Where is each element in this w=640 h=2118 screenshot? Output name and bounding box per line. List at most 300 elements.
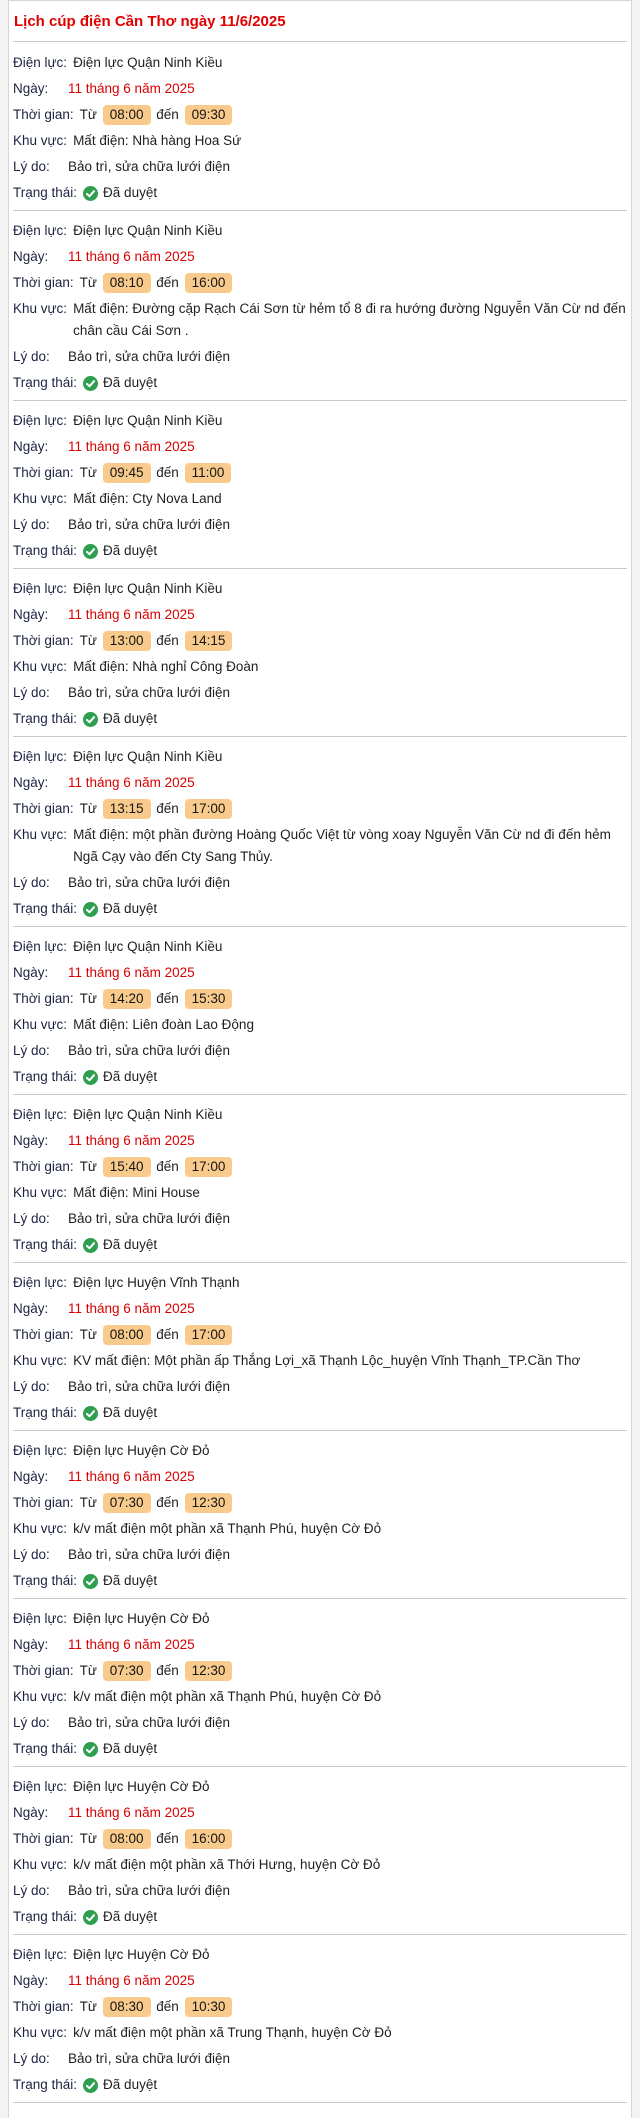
status-row (13, 372, 627, 394)
page-title: Lịch cúp điện Cần Thơ ngày 11/6/2025 (14, 13, 286, 30)
time-label: Thời gian: (13, 633, 74, 648)
time-row (13, 104, 627, 126)
reason-row (13, 1712, 627, 1734)
time-to-word: đến (156, 1327, 179, 1342)
reason-value: Bảo trì, sửa chữa lưới điện (68, 875, 231, 890)
date-value: 11 tháng 6 năm 2025 (68, 1973, 195, 1988)
time-row (13, 1492, 627, 1514)
time-label: Thời gian: (13, 1327, 74, 1342)
check-circle-icon (83, 1574, 98, 1589)
entry-divider (13, 1430, 627, 1431)
time-from-pill: 08:00 (103, 1829, 151, 1849)
reason-value: Bảo trì, sửa chữa lưới điện (68, 1043, 231, 1058)
status-label: Trạng thái: (13, 185, 78, 200)
company-label: Điện lực: (13, 413, 68, 428)
outage-entries-list (13, 52, 627, 2103)
date-row (13, 1802, 627, 1824)
date-value: 11 tháng 6 năm 2025 (68, 775, 195, 790)
time-label: Thời gian: (13, 1999, 74, 2014)
date-value: 11 tháng 6 năm 2025 (68, 439, 195, 454)
time-to-pill: 16:00 (185, 273, 233, 293)
company-value: Điện lực Huyện Cờ Đỏ (73, 1947, 210, 1962)
reason-row (13, 156, 627, 178)
company-row (13, 746, 627, 768)
area-value: KV mất điện: Một phần ấp Thắng Lợi_xã Thạnh Lộc_huyện Vĩnh Thạnh_TP.Cần Thơ (73, 1353, 581, 1368)
reason-label: Lý do: (13, 875, 50, 890)
time-from-pill: 09:45 (103, 463, 151, 483)
time-from-word: Từ (79, 1831, 97, 1846)
status-label: Trạng thái: (13, 375, 78, 390)
time-value (80, 630, 627, 652)
company-value: Điện lực Quận Ninh Kiều (73, 55, 223, 70)
time-from-word: Từ (79, 1327, 97, 1342)
date-row (13, 436, 627, 458)
reason-row (13, 1208, 627, 1230)
time-value (80, 1324, 627, 1346)
entry-divider (13, 210, 627, 211)
company-label: Điện lực: (13, 939, 68, 954)
company-label: Điện lực: (13, 1107, 68, 1122)
status-label: Trạng thái: (13, 1573, 78, 1588)
company-label: Điện lực: (13, 223, 68, 238)
area-label: Khu vực: (13, 491, 68, 506)
outage-entry (13, 1272, 627, 1431)
time-to-word: đến (156, 1663, 179, 1678)
time-from-pill: 08:00 (103, 1325, 151, 1345)
outage-entry (13, 220, 627, 401)
status-label: Trạng thái: (13, 2077, 78, 2092)
company-row (13, 52, 627, 74)
reason-row (13, 346, 627, 368)
reason-label: Lý do: (13, 349, 50, 364)
status-text: Đã duyệt (103, 711, 158, 726)
company-label: Điện lực: (13, 1947, 68, 1962)
reason-label: Lý do: (13, 2051, 50, 2066)
area-label: Khu vực: (13, 2025, 68, 2040)
status-label: Trạng thái: (13, 711, 78, 726)
date-row (13, 1970, 627, 1992)
check-circle-icon (83, 712, 98, 727)
reason-value: Bảo trì, sửa chữa lưới điện (68, 159, 231, 174)
company-label: Điện lực: (13, 1275, 68, 1290)
area-value: Mất điện: Mini House (73, 1185, 200, 1200)
company-row (13, 1776, 627, 1798)
time-to-word: đến (156, 107, 179, 122)
check-circle-icon (83, 2078, 98, 2093)
area-value: Mất điện: Cty Nova Land (73, 491, 222, 506)
company-value: Điện lực Quận Ninh Kiều (73, 581, 223, 596)
reason-value: Bảo trì, sửa chữa lưới điện (68, 1883, 231, 1898)
time-to-pill: 10:30 (185, 1997, 233, 2017)
time-to-pill: 09:30 (185, 105, 233, 125)
outage-entry (13, 578, 627, 737)
time-to-pill: 17:00 (185, 1325, 233, 1345)
status-value (83, 1738, 627, 1760)
time-from-pill: 08:30 (103, 1997, 151, 2017)
reason-label: Lý do: (13, 1379, 50, 1394)
company-value: Điện lực Huyện Cờ Đỏ (73, 1779, 210, 1794)
status-value (83, 372, 627, 394)
date-label: Ngày: (13, 1301, 49, 1316)
area-value: Mất điện: một phần đường Hoàng Quốc Việt từ vòng xoay Nguyễn Văn Cừ nd đi đến hẻm Ngã Cạy vào đến Cty Sang Thủy. (73, 827, 611, 864)
area-row (13, 1014, 627, 1036)
area-value: Mất điện: Đường cặp Rạch Cái Sơn từ hẻm tổ 8 đi ra hướng đường Nguyễn Văn Cừ nd đến chân cầu Cái Sơn . (73, 301, 626, 338)
time-value (80, 798, 627, 820)
check-circle-icon (83, 1742, 98, 1757)
time-value (80, 1492, 627, 1514)
check-circle-icon (83, 1238, 98, 1253)
area-row (13, 1854, 627, 1876)
status-text: Đã duyệt (103, 1741, 158, 1756)
entry-divider (13, 1262, 627, 1263)
status-row (13, 540, 627, 562)
reason-value: Bảo trì, sửa chữa lưới điện (68, 1211, 231, 1226)
time-from-word: Từ (79, 275, 97, 290)
reason-label: Lý do: (13, 517, 50, 532)
time-from-word: Từ (79, 801, 97, 816)
entry-divider (13, 1934, 627, 1935)
check-circle-icon (83, 186, 98, 201)
status-row (13, 1906, 627, 1928)
time-from-word: Từ (79, 1495, 97, 1510)
time-value (80, 104, 627, 126)
company-row (13, 578, 627, 600)
status-text: Đã duyệt (103, 375, 158, 390)
area-value: Mất điện: Nhà nghỉ Công Đoàn (73, 659, 259, 674)
date-label: Ngày: (13, 439, 49, 454)
area-label: Khu vực: (13, 133, 68, 148)
status-text: Đã duyệt (103, 1069, 158, 1084)
area-value: k/v mất điện một phần xã Thạnh Phú, huyện Cờ Đỏ (73, 1689, 382, 1704)
time-label: Thời gian: (13, 991, 74, 1006)
status-text: Đã duyệt (103, 1405, 158, 1420)
reason-row (13, 1544, 627, 1566)
time-from-word: Từ (79, 1663, 97, 1678)
reason-label: Lý do: (13, 159, 50, 174)
company-row (13, 220, 627, 242)
time-row (13, 988, 627, 1010)
area-label: Khu vực: (13, 1521, 68, 1536)
entry-divider (13, 568, 627, 569)
company-value: Điện lực Quận Ninh Kiều (73, 1107, 223, 1122)
reason-value: Bảo trì, sửa chữa lưới điện (68, 517, 231, 532)
area-value: Mất điện: Nhà hàng Hoa Sứ (73, 133, 242, 148)
date-row (13, 1298, 627, 1320)
company-label: Điện lực: (13, 1443, 68, 1458)
area-row (13, 488, 627, 510)
outage-entry (13, 936, 627, 1095)
reason-label: Lý do: (13, 1211, 50, 1226)
time-to-pill: 12:30 (185, 1493, 233, 1513)
company-label: Điện lực: (13, 1611, 68, 1626)
status-value (83, 1066, 627, 1088)
date-label: Ngày: (13, 1637, 49, 1652)
company-value: Điện lực Huyện Vĩnh Thạnh (73, 1275, 240, 1290)
time-from-word: Từ (79, 107, 97, 122)
reason-label: Lý do: (13, 1715, 50, 1730)
area-value: k/v mất điện một phần xã Thới Hưng, huyện Cờ Đỏ (73, 1857, 381, 1872)
date-label: Ngày: (13, 775, 49, 790)
reason-row (13, 1376, 627, 1398)
time-label: Thời gian: (13, 1159, 74, 1174)
area-label: Khu vực: (13, 301, 68, 316)
time-row (13, 1828, 627, 1850)
company-row (13, 1104, 627, 1126)
header-divider (13, 41, 627, 42)
time-value (80, 1828, 627, 1850)
date-label: Ngày: (13, 1805, 49, 1820)
reason-row (13, 514, 627, 536)
reason-row (13, 1040, 627, 1062)
date-value: 11 tháng 6 năm 2025 (68, 1133, 195, 1148)
area-value: Mất điện: Liên đoàn Lao Động (73, 1017, 254, 1032)
time-to-pill: 17:00 (185, 799, 233, 819)
entry-divider (13, 926, 627, 927)
check-circle-icon (83, 376, 98, 391)
status-value (83, 1906, 627, 1928)
time-from-pill: 15:40 (103, 1157, 151, 1177)
entry-divider (13, 1766, 627, 1767)
time-value (80, 1996, 627, 2018)
company-label: Điện lực: (13, 1779, 68, 1794)
reason-value: Bảo trì, sửa chữa lưới điện (68, 2051, 231, 2066)
area-row (13, 824, 627, 868)
outage-entry (13, 1608, 627, 1767)
status-label: Trạng thái: (13, 1909, 78, 1924)
area-value: k/v mất điện một phần xã Thạnh Phú, huyện Cờ Đỏ (73, 1521, 382, 1536)
time-label: Thời gian: (13, 1663, 74, 1678)
status-text: Đã duyệt (103, 1237, 158, 1252)
time-to-pill: 17:00 (185, 1157, 233, 1177)
status-row (13, 182, 627, 204)
date-row (13, 962, 627, 984)
status-text: Đã duyệt (103, 543, 158, 558)
date-label: Ngày: (13, 1133, 49, 1148)
date-row (13, 246, 627, 268)
company-row (13, 410, 627, 432)
date-value: 11 tháng 6 năm 2025 (68, 1805, 195, 1820)
status-value (83, 540, 627, 562)
time-label: Thời gian: (13, 107, 74, 122)
time-to-word: đến (156, 275, 179, 290)
area-row (13, 298, 627, 342)
schedule-container (8, 0, 632, 2118)
status-label: Trạng thái: (13, 1069, 78, 1084)
reason-row (13, 872, 627, 894)
check-circle-icon (83, 1070, 98, 1085)
reason-label: Lý do: (13, 1043, 50, 1058)
reason-label: Lý do: (13, 1547, 50, 1562)
check-circle-icon (83, 902, 98, 917)
company-value: Điện lực Quận Ninh Kiều (73, 939, 223, 954)
time-to-pill: 14:15 (185, 631, 233, 651)
company-row (13, 1440, 627, 1462)
date-value: 11 tháng 6 năm 2025 (68, 1637, 195, 1652)
company-row (13, 936, 627, 958)
time-to-word: đến (156, 801, 179, 816)
date-value: 11 tháng 6 năm 2025 (68, 1469, 195, 1484)
date-row (13, 1466, 627, 1488)
status-value (83, 182, 627, 204)
date-label: Ngày: (13, 81, 49, 96)
date-label: Ngày: (13, 607, 49, 622)
time-from-pill: 13:15 (103, 799, 151, 819)
date-row (13, 1634, 627, 1656)
status-value (83, 708, 627, 730)
outage-entry (13, 52, 627, 211)
area-row (13, 1182, 627, 1204)
status-text: Đã duyệt (103, 1573, 158, 1588)
date-row (13, 604, 627, 626)
status-row (13, 898, 627, 920)
status-label: Trạng thái: (13, 543, 78, 558)
check-circle-icon (83, 1910, 98, 1925)
time-row (13, 1156, 627, 1178)
status-text: Đã duyệt (103, 2077, 158, 2092)
area-label: Khu vực: (13, 1185, 68, 1200)
time-to-pill: 16:00 (185, 1829, 233, 1849)
time-row (13, 272, 627, 294)
time-to-pill: 11:00 (185, 463, 232, 483)
status-label: Trạng thái: (13, 1741, 78, 1756)
time-value (80, 272, 627, 294)
status-value (83, 1402, 627, 1424)
time-from-pill: 14:20 (103, 989, 151, 1009)
time-from-word: Từ (79, 1159, 97, 1174)
entry-divider (13, 736, 627, 737)
date-value: 11 tháng 6 năm 2025 (68, 1301, 195, 1316)
area-row (13, 1518, 627, 1540)
time-to-word: đến (156, 633, 179, 648)
time-from-pill: 08:10 (103, 273, 151, 293)
area-row (13, 130, 627, 152)
outage-entry (13, 1944, 627, 2103)
status-row (13, 1066, 627, 1088)
company-value: Điện lực Huyện Cờ Đỏ (73, 1611, 210, 1626)
time-row (13, 462, 627, 484)
date-value: 11 tháng 6 năm 2025 (68, 81, 195, 96)
company-label: Điện lực: (13, 749, 68, 764)
reason-value: Bảo trì, sửa chữa lưới điện (68, 1715, 231, 1730)
date-value: 11 tháng 6 năm 2025 (68, 249, 195, 264)
reason-label: Lý do: (13, 1883, 50, 1898)
status-value (83, 1234, 627, 1256)
area-label: Khu vực: (13, 1689, 68, 1704)
date-label: Ngày: (13, 965, 49, 980)
date-value: 11 tháng 6 năm 2025 (68, 607, 195, 622)
time-to-word: đến (156, 465, 179, 480)
date-value: 11 tháng 6 năm 2025 (68, 965, 195, 980)
area-row (13, 1686, 627, 1708)
date-label: Ngày: (13, 1973, 49, 1988)
date-row (13, 78, 627, 100)
status-value (83, 2074, 627, 2096)
reason-value: Bảo trì, sửa chữa lưới điện (68, 685, 231, 700)
entry-divider (13, 1598, 627, 1599)
status-value (83, 898, 627, 920)
date-label: Ngày: (13, 249, 49, 264)
outage-entry (13, 746, 627, 927)
status-row (13, 1402, 627, 1424)
company-value: Điện lực Huyện Cờ Đỏ (73, 1443, 210, 1458)
area-label: Khu vực: (13, 827, 68, 842)
time-from-pill: 08:00 (103, 105, 151, 125)
company-row (13, 1608, 627, 1630)
time-label: Thời gian: (13, 1495, 74, 1510)
status-label: Trạng thái: (13, 1405, 78, 1420)
company-label: Điện lực: (13, 581, 68, 596)
status-row (13, 2074, 627, 2096)
area-row (13, 1350, 627, 1372)
company-value: Điện lực Quận Ninh Kiều (73, 223, 223, 238)
date-label: Ngày: (13, 1469, 49, 1484)
entry-divider (13, 2102, 627, 2103)
company-value: Điện lực Quận Ninh Kiều (73, 413, 223, 428)
time-from-word: Từ (79, 1999, 97, 2014)
status-row (13, 1738, 627, 1760)
outage-entry (13, 1104, 627, 1263)
time-row (13, 1996, 627, 2018)
check-circle-icon (83, 1406, 98, 1421)
date-row (13, 772, 627, 794)
area-label: Khu vực: (13, 659, 68, 674)
time-from-word: Từ (79, 633, 97, 648)
status-text: Đã duyệt (103, 1909, 158, 1924)
status-text: Đã duyệt (103, 185, 158, 200)
time-row (13, 630, 627, 652)
time-to-pill: 12:30 (185, 1661, 233, 1681)
reason-row (13, 2048, 627, 2070)
check-circle-icon (83, 544, 98, 559)
status-label: Trạng thái: (13, 901, 78, 916)
time-row (13, 1324, 627, 1346)
time-to-word: đến (156, 991, 179, 1006)
entry-divider (13, 1094, 627, 1095)
company-row (13, 1944, 627, 1966)
outage-entry (13, 410, 627, 569)
reason-value: Bảo trì, sửa chữa lưới điện (68, 1547, 231, 1562)
time-value (80, 462, 627, 484)
time-value (80, 988, 627, 1010)
time-to-word: đến (156, 1495, 179, 1510)
status-row (13, 1570, 627, 1592)
area-label: Khu vực: (13, 1857, 68, 1872)
time-from-word: Từ (79, 991, 97, 1006)
status-label: Trạng thái: (13, 1237, 78, 1252)
area-label: Khu vực: (13, 1017, 68, 1032)
area-value: k/v mất điện một phần xã Trung Thạnh, huyện Cờ Đỏ (73, 2025, 392, 2040)
time-value (80, 1156, 627, 1178)
time-row (13, 798, 627, 820)
time-to-word: đến (156, 1999, 179, 2014)
reason-row (13, 1880, 627, 1902)
time-label: Thời gian: (13, 1831, 74, 1846)
reason-value: Bảo trì, sửa chữa lưới điện (68, 1379, 231, 1394)
status-row (13, 708, 627, 730)
time-value (80, 1660, 627, 1682)
time-from-pill: 07:30 (103, 1661, 151, 1681)
reason-label: Lý do: (13, 685, 50, 700)
time-to-word: đến (156, 1831, 179, 1846)
status-row (13, 1234, 627, 1256)
time-label: Thời gian: (13, 465, 74, 480)
reason-row (13, 682, 627, 704)
date-row (13, 1130, 627, 1152)
company-value: Điện lực Quận Ninh Kiều (73, 749, 223, 764)
time-label: Thời gian: (13, 275, 74, 290)
time-row (13, 1660, 627, 1682)
entry-divider (13, 400, 627, 401)
